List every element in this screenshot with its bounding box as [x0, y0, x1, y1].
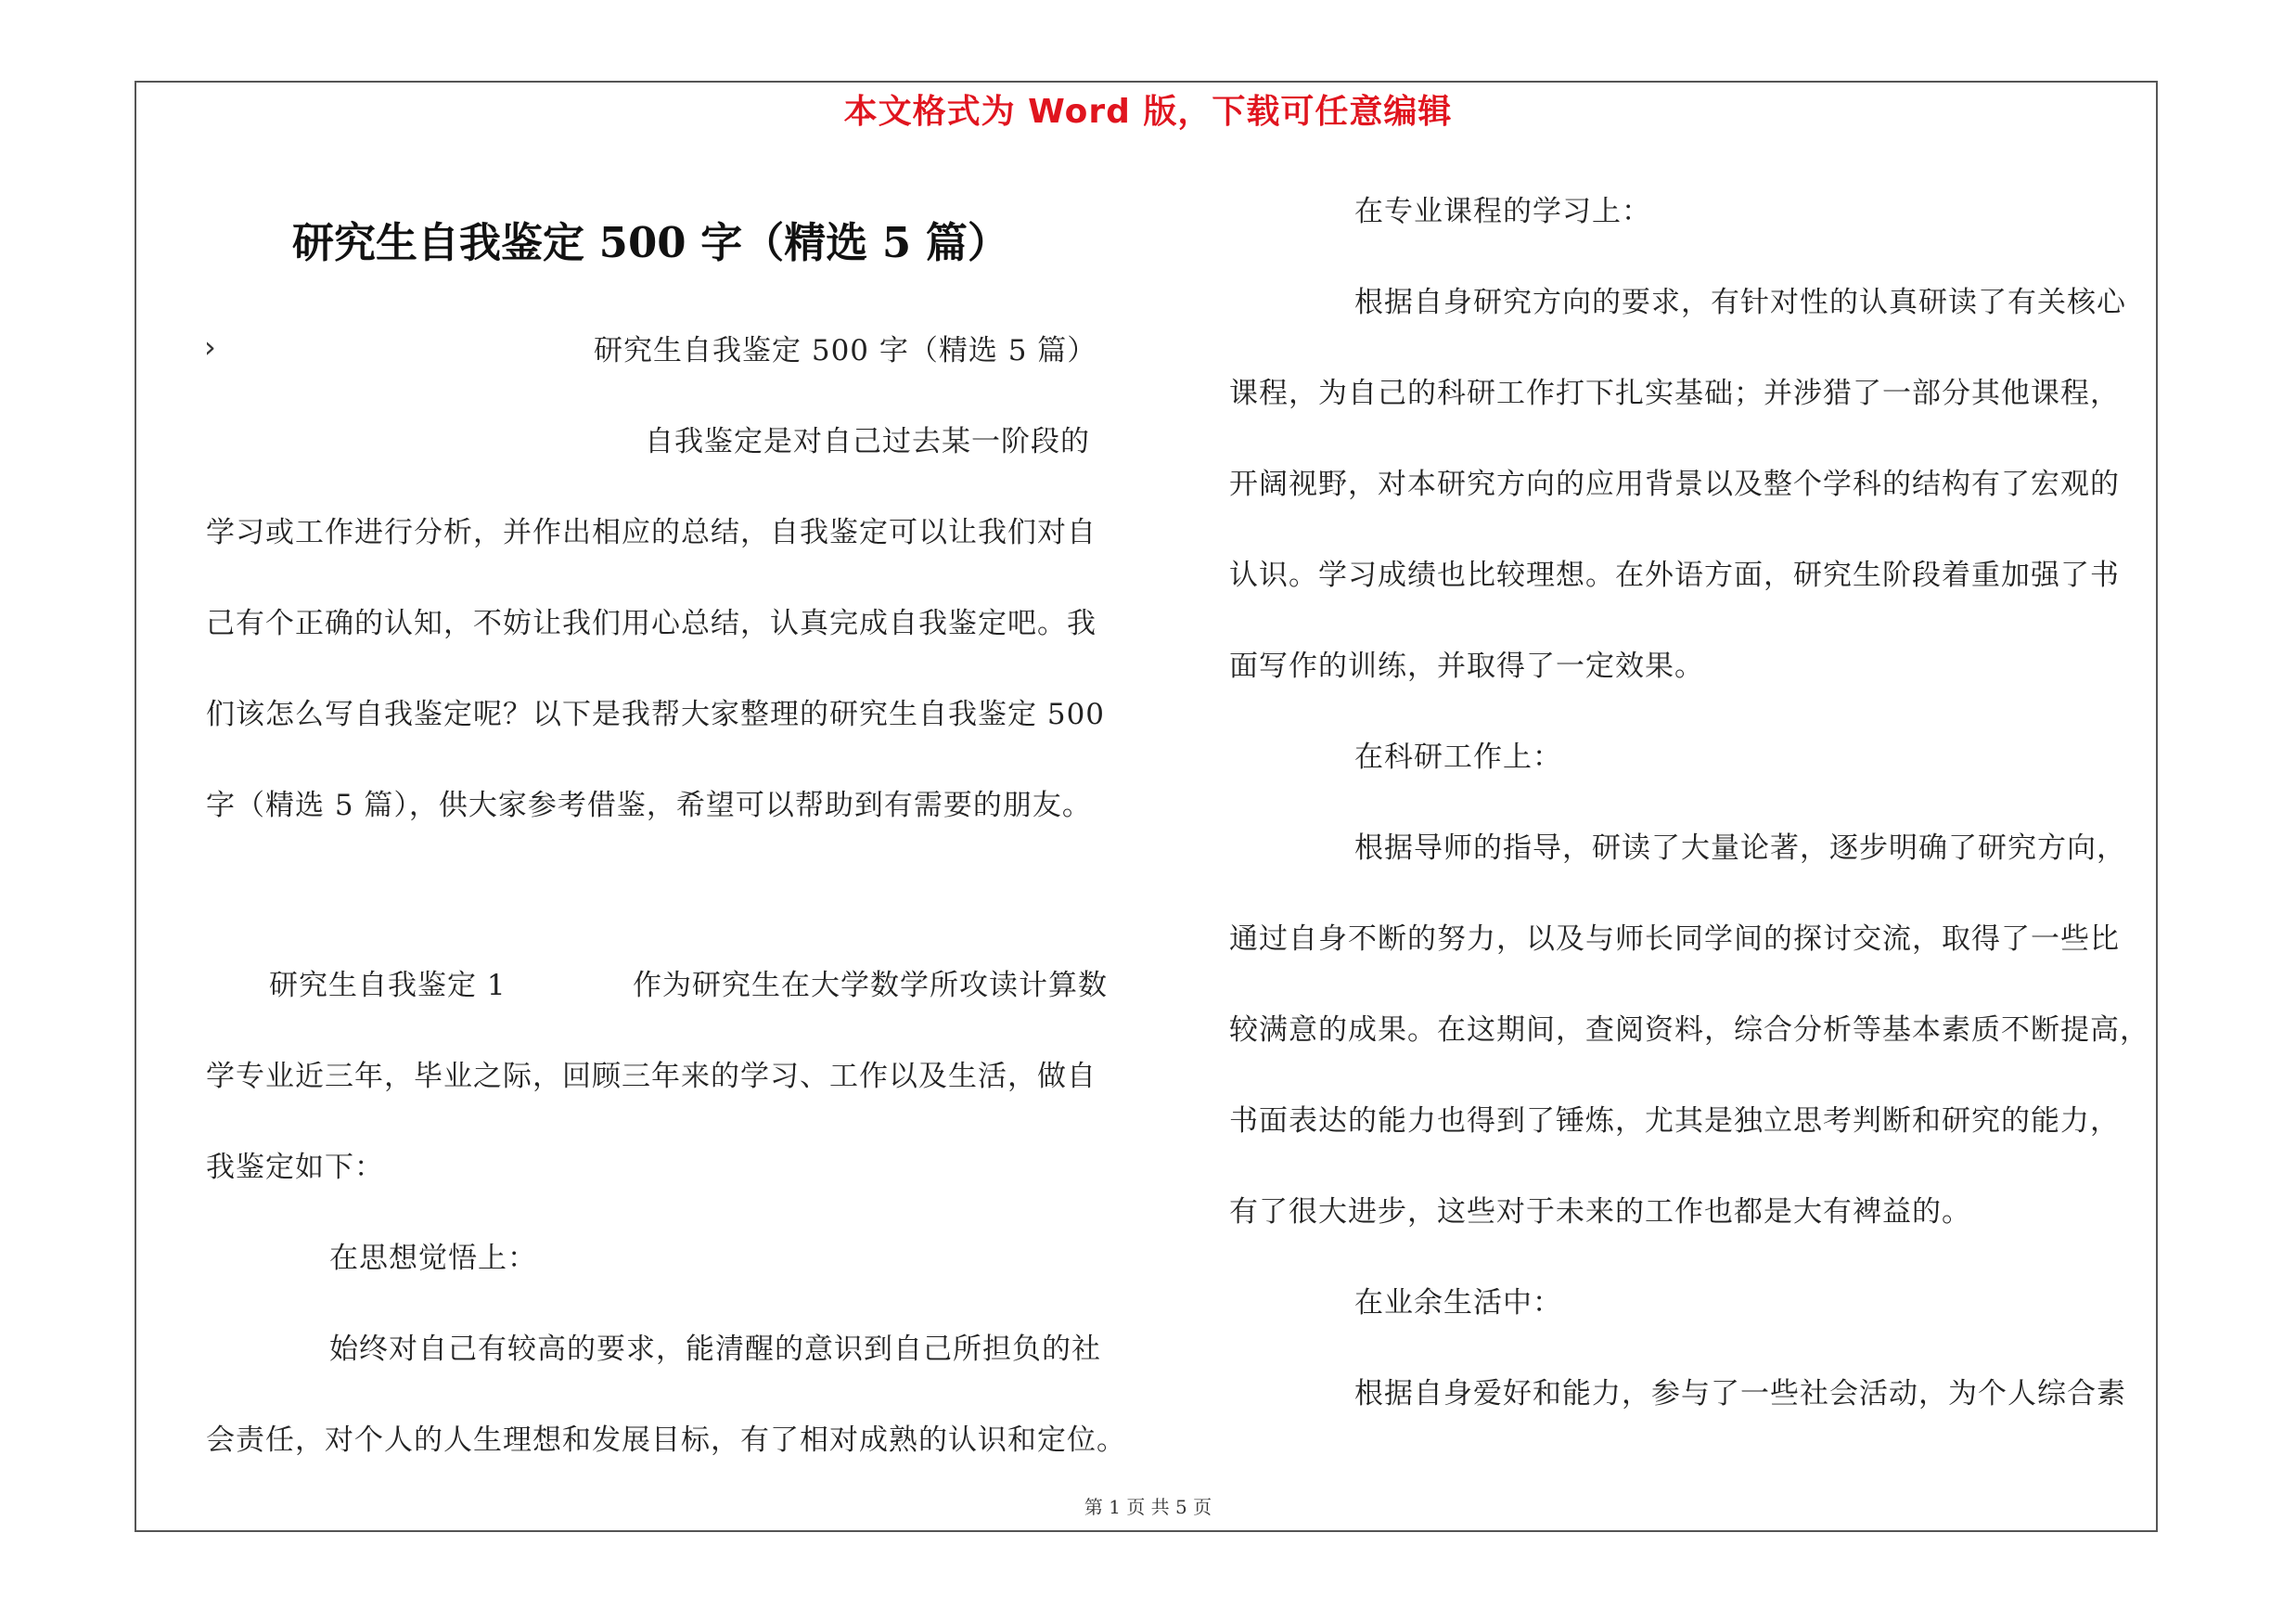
body-line: 通过自身不断的努力，以及与师长同学间的探讨交流，取得了一些比: [1229, 922, 2120, 956]
page-number-footer: 第 1 页 共 5 页: [1084, 1496, 1212, 1518]
body-line: 作为研究生在大学数学所攻读计算数: [633, 969, 1108, 1002]
intro-line: 字（精选 5 篇），供大家参考借鉴，希望可以帮助到有需要的朋友。: [206, 789, 1092, 822]
body-line: 面写作的训练，并取得了一定效果。: [1229, 650, 1704, 683]
intro-line: 们该怎么写自我鉴定呢？以下是我帮大家整理的研究生自我鉴定 500: [206, 698, 1106, 731]
document-title: 研究生自我鉴定 500 字（精选 5 篇）: [292, 218, 1009, 267]
body-line: 会责任，对个人的人生理想和发展目标，有了相对成熟的认识和定位。: [206, 1423, 1126, 1457]
intro-line: 自我鉴定是对自己过去某一阶段的: [645, 425, 1090, 458]
subsection-heading: 在业余生活中：: [1354, 1286, 1562, 1320]
body-line: 开阔视野，对本研究方向的应用背景以及整个学科的结构有了宏观的: [1229, 468, 2120, 501]
body-line: 根据自身爱好和能力，参与了一些社会活动，为个人综合素: [1354, 1377, 2126, 1410]
subsection-heading: 在科研工作上：: [1354, 741, 1562, 774]
body-line: 书面表达的能力也得到了锤炼，尤其是独立思考判断和研究的能力，: [1229, 1104, 2120, 1138]
body-line: 有了很大进步，这些对于未来的工作也都是大有裨益的。: [1229, 1195, 1971, 1229]
body-line: 我鉴定如下：: [206, 1151, 384, 1184]
body-line: 认识。学习成绩也比较理想。在外语方面，研究生阶段着重加强了书: [1229, 559, 2120, 592]
body-line: 学专业近三年，毕业之际，回顾三年来的学习、工作以及生活，做自: [206, 1060, 1097, 1093]
subsection-heading: 在专业课程的学习上：: [1354, 195, 1651, 228]
body-line: 课程，为自己的科研工作打下扎实基础；并涉猎了一部分其他课程，: [1229, 377, 2120, 410]
subsection-heading: 在思想觉悟上：: [329, 1242, 537, 1275]
body-line: 始终对自己有较高的要求，能清醒的意识到自己所担负的社: [329, 1333, 1101, 1366]
intro-line: 学习或工作进行分析，并作出相应的总结，自我鉴定可以让我们对自: [206, 516, 1097, 549]
body-line: 根据导师的指导，研读了大量论著，逐步明确了研究方向，: [1354, 831, 2126, 865]
intro-line: 己有个正确的认知，不妨让我们用心总结，认真完成自我鉴定吧。我: [206, 607, 1097, 640]
chevron-right-icon[interactable]: ›: [204, 329, 216, 365]
subtitle-line: 研究生自我鉴定 500 字（精选 5 篇）: [594, 334, 1097, 367]
body-line: 较满意的成果。在这期间，查阅资料，综合分析等基本素质不断提高，: [1229, 1013, 2149, 1047]
format-banner: 本文格式为 Word 版，下载可任意编辑: [843, 93, 1453, 131]
section-heading: 研究生自我鉴定 1: [269, 969, 507, 1002]
body-line: 根据自身研究方向的要求，有针对性的认真研读了有关核心: [1354, 286, 2126, 319]
